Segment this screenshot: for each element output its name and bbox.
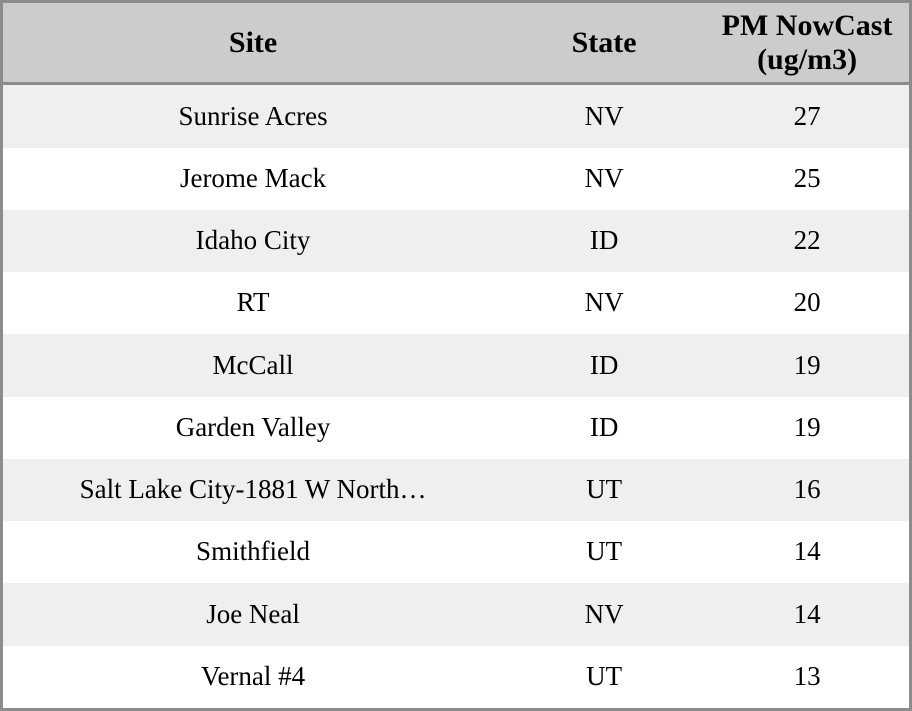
table-header [3, 3, 909, 84]
cell-site: Smithfield [3, 521, 503, 583]
column-header-state: State [503, 3, 705, 84]
cell-state: ID [503, 334, 705, 396]
table-row [3, 334, 909, 396]
cell-value: 22 [705, 210, 909, 272]
cell-value: 14 [705, 583, 909, 645]
table-row [3, 459, 909, 521]
cell-state: NV [503, 148, 705, 210]
cell-state: UT [503, 459, 705, 521]
table-row [3, 272, 909, 334]
table-row [3, 521, 909, 583]
column-header-site: Site [3, 3, 503, 84]
table-row [3, 397, 909, 459]
cell-value: 20 [705, 272, 909, 334]
table-row [3, 84, 909, 148]
cell-value: 14 [705, 521, 909, 583]
cell-site: Sunrise Acres [3, 84, 503, 148]
table-row [3, 148, 909, 210]
cell-value: 16 [705, 459, 909, 521]
cell-state: UT [503, 521, 705, 583]
cell-site: McCall [3, 334, 503, 396]
air-quality-table [3, 3, 909, 708]
cell-site: Vernal #4 [3, 646, 503, 708]
table-header-row [3, 3, 909, 84]
cell-state: UT [503, 646, 705, 708]
cell-state: NV [503, 583, 705, 645]
cell-value: 19 [705, 397, 909, 459]
column-header-pm-nowcast: PM NowCast (ug/m3) [705, 3, 909, 84]
cell-state: NV [503, 84, 705, 148]
table-row [3, 210, 909, 272]
cell-site: Salt Lake City-1881 W North… [3, 459, 503, 521]
table-row [3, 583, 909, 645]
table-body [3, 84, 909, 708]
cell-value: 27 [705, 84, 909, 148]
cell-site: Joe Neal [3, 583, 503, 645]
cell-value: 19 [705, 334, 909, 396]
cell-site: Garden Valley [3, 397, 503, 459]
cell-state: ID [503, 397, 705, 459]
table-row [3, 646, 909, 708]
cell-site: RT [3, 272, 503, 334]
cell-state: ID [503, 210, 705, 272]
cell-site: Idaho City [3, 210, 503, 272]
cell-value: 25 [705, 148, 909, 210]
cell-state: NV [503, 272, 705, 334]
cell-value: 13 [705, 646, 909, 708]
cell-site: Jerome Mack [3, 148, 503, 210]
